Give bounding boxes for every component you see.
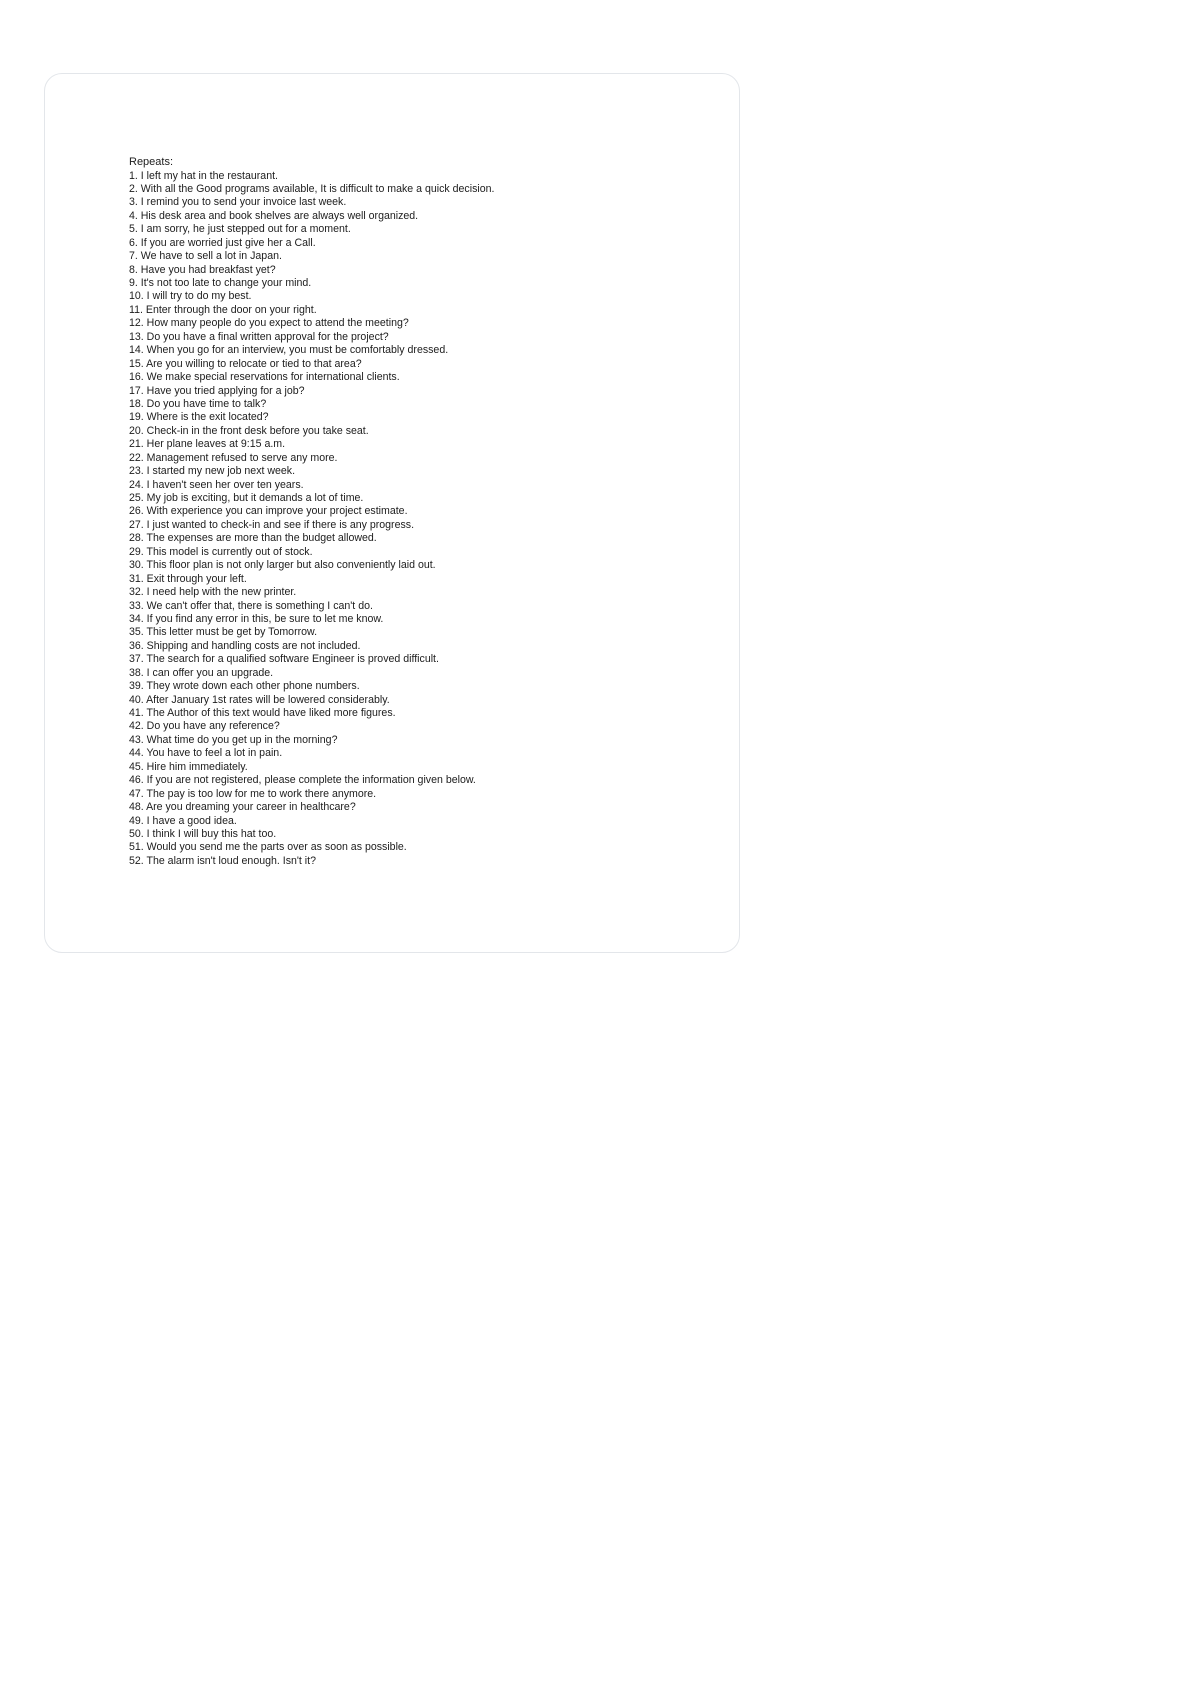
list-item: 40. After January 1st rates will be lowered considerably.: [129, 693, 390, 706]
list-item: 20. Check-in in the front desk before you take seat.: [129, 424, 369, 437]
list-item: 51. Would you send me the parts over as soon as possible.: [129, 841, 407, 854]
list-item: 17. Have you tried applying for a job?: [129, 384, 305, 397]
list-item: 47. The pay is too low for me to work there anymore.: [129, 787, 377, 800]
document-body: [129, 156, 689, 868]
list-item: 29. This model is currently out of stock.: [129, 545, 313, 558]
list-item: 6. If you are worried just give her a Call.: [129, 236, 316, 249]
list-item: 14. When you go for an interview, you must be comfortably dressed.: [129, 344, 449, 357]
list-item: 25. My job is exciting, but it demands a lot of time.: [129, 492, 364, 504]
list-item: 41. The Author of this text would have liked more figures.: [129, 707, 396, 719]
list-item: 37. The search for a qualified software Engineer is proved difficult.: [129, 653, 439, 666]
list-item: 32. I need help with the new printer.: [129, 586, 297, 599]
list-item: 16. We make special reservations for international clients.: [129, 371, 400, 384]
list-item: 22. Management refused to serve any more.: [129, 451, 338, 464]
list-item: 18. Do you have time to talk?: [129, 397, 267, 410]
list-item: 33. We can't offer that, there is something I can't do.: [129, 599, 373, 612]
list-item: 24. I haven't seen her over ten years.: [129, 478, 304, 491]
list-item: 15. Are you willing to relocate or tied to that area?: [129, 357, 362, 370]
list-item: 5. I am sorry, he just stepped out for a moment.: [129, 223, 351, 236]
list-item: 30. This floor plan is not only larger but also conveniently laid out.: [129, 559, 436, 572]
list-item: 1. I left my hat in the restaurant.: [129, 169, 278, 182]
list-item: 48. Are you dreaming your career in healthcare?: [129, 801, 356, 814]
list-item: 3. I remind you to send your invoice last week.: [129, 196, 347, 209]
list-item: 19. Where is the exit located?: [129, 411, 269, 424]
list-item: 49. I have a good idea.: [129, 814, 237, 827]
list-item: 39. They wrote down each other phone numbers.: [129, 680, 360, 693]
list-item: 27. I just wanted to check-in and see if there is any progress.: [129, 518, 415, 531]
document-heading: Repeats:: [129, 156, 174, 168]
list-item: 9. It's not too late to change your mind.: [129, 277, 312, 289]
list-item: 2. With all the Good programs available, It is difficult to make a quick decision.: [129, 182, 495, 195]
list-item: 23. I started my new job next week.: [129, 465, 296, 478]
document-page: [44, 73, 740, 953]
list-item: 52. The alarm isn't loud enough. Isn't it?: [129, 854, 316, 867]
list-item: 7. We have to sell a lot in Japan.: [129, 250, 282, 263]
list-item: 4. His desk area and book shelves are always well organized.: [129, 209, 419, 222]
list-item: 45. Hire him immediately.: [129, 760, 248, 773]
list-item: 31. Exit through your left.: [129, 572, 247, 585]
list-item: 36. Shipping and handling costs are not included.: [129, 639, 361, 652]
list-item: 11. Enter through the door on your right.: [129, 303, 317, 316]
list-item: 8. Have you had breakfast yet?: [129, 263, 276, 276]
list-item: 44. You have to feel a lot in pain.: [129, 747, 283, 760]
list-item: 46. If you are not registered, please complete the information given below.: [129, 774, 476, 787]
list-item: 43. What time do you get up in the morning?: [129, 733, 338, 746]
sentence-list: [129, 170, 689, 869]
list-item: 50. I think I will buy this hat too.: [129, 827, 277, 840]
list-item: 13. Do you have a final written approval for the project?: [129, 330, 389, 343]
list-item: 10. I will try to do my best.: [129, 290, 252, 303]
list-item: 21. Her plane leaves at 9:15 a.m.: [129, 438, 286, 451]
list-item: 34. If you find any error in this, be sure to let me know.: [129, 612, 384, 625]
list-item: 35. This letter must be get by Tomorrow.: [129, 626, 318, 639]
list-item: 26. With experience you can improve your project estimate.: [129, 505, 408, 518]
list-item: 28. The expenses are more than the budget allowed.: [129, 532, 377, 545]
list-item: 38. I can offer you an upgrade.: [129, 666, 274, 679]
list-item: 42. Do you have any reference?: [129, 720, 280, 733]
list-item: 12. How many people do you expect to attend the meeting?: [129, 317, 409, 330]
